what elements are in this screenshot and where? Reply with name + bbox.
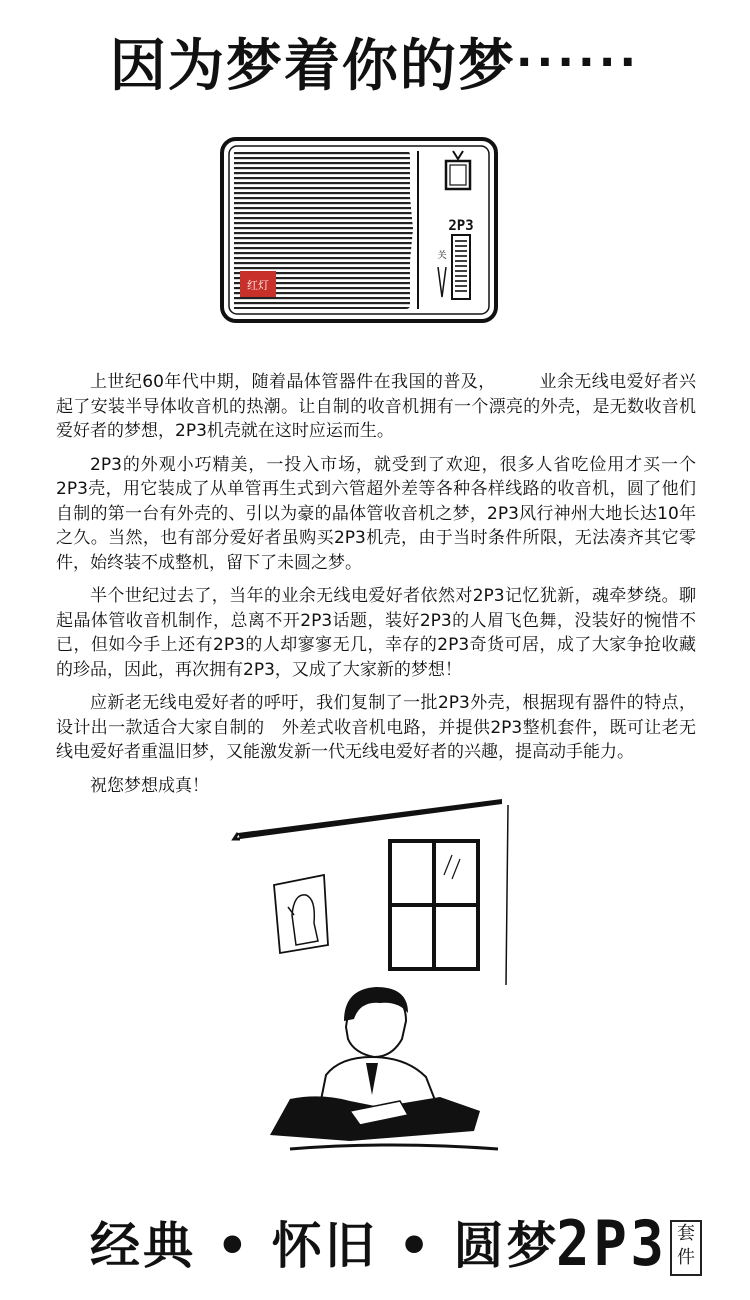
boy-building-radio-illustration bbox=[230, 795, 520, 1155]
radio-illustration bbox=[220, 137, 498, 323]
kit-char: 套 bbox=[677, 1223, 695, 1244]
paragraph: 上世纪60年代中期，随着晶体管器件在我国的普及， 业余无线电爱好者兴起了安装半导体收音机的热潮。让自制的收音机拥有一个漂亮的外壳，是无数收音机爱好者的梦想，2P3机壳就在这时应运而生。 bbox=[56, 372, 696, 441]
paragraph: 2P3的外观小巧精美，一投入市场，就受到了欢迎，很多人省吃俭用才买一个2P3壳，用它装成了从单管再生式到六管超外差等各种各样线路的收音机，圆了他们自制的第一台有外壳的、引以为豪的晶体管收音机之梦，2P3风行神州大地长达10年之久。当然，也有部分爱好者虽购买2P3机壳，由于当时条件所限，无法凑齐其它零件，始终装不成整机，留下了未圆之梦。 bbox=[56, 454, 696, 573]
radio-icon bbox=[220, 137, 498, 323]
title-ellipsis: ······ bbox=[515, 37, 641, 88]
footer-model: 2P3 bbox=[556, 1207, 668, 1280]
kit-badge bbox=[670, 1220, 702, 1276]
title-text: 因为梦着你的梦 bbox=[109, 34, 516, 99]
page-title bbox=[0, 28, 750, 102]
paragraph: 应新老无线电爱好者的呼吁，我们复制了一批2P3外壳，根据现有器件的特点，设计出一款适合大家自制的 外差式收音机电路，并提供2P3整机套件，既可让老无线电爱好者重温旧梦，又能激发新一代无线电爱好者的兴趣，提高动手能力。 bbox=[56, 693, 696, 762]
article-body bbox=[56, 370, 696, 807]
brand-stamp-label: 红灯 bbox=[247, 279, 269, 292]
paragraph: 半个世纪过去了，当年的业余无线电爱好者依然对2P3记忆犹新，魂牵梦绕。聊起晶体管收音机制作，总离不开2P3话题，装好2P3的人眉飞色舞，没装好的惋惜不已，但如今手上还有2P3的人却寥寥无几，幸存的2P3奇货可居，成了大家争抢收藏的珍品，因此，再次拥有2P3，又成了大家新的梦想！ bbox=[56, 586, 696, 680]
radio-switch-label: 关 bbox=[437, 251, 447, 261]
boy-at-desk-icon bbox=[230, 795, 520, 1155]
closing-line: 祝您梦想成真！ bbox=[90, 775, 209, 796]
footer-tagline: 经典 • 怀旧 • 圆梦 bbox=[90, 1217, 560, 1275]
footer-banner bbox=[90, 1206, 730, 1288]
kit-char: 件 bbox=[677, 1247, 695, 1268]
radio-model-label: 2P3 bbox=[448, 218, 474, 234]
